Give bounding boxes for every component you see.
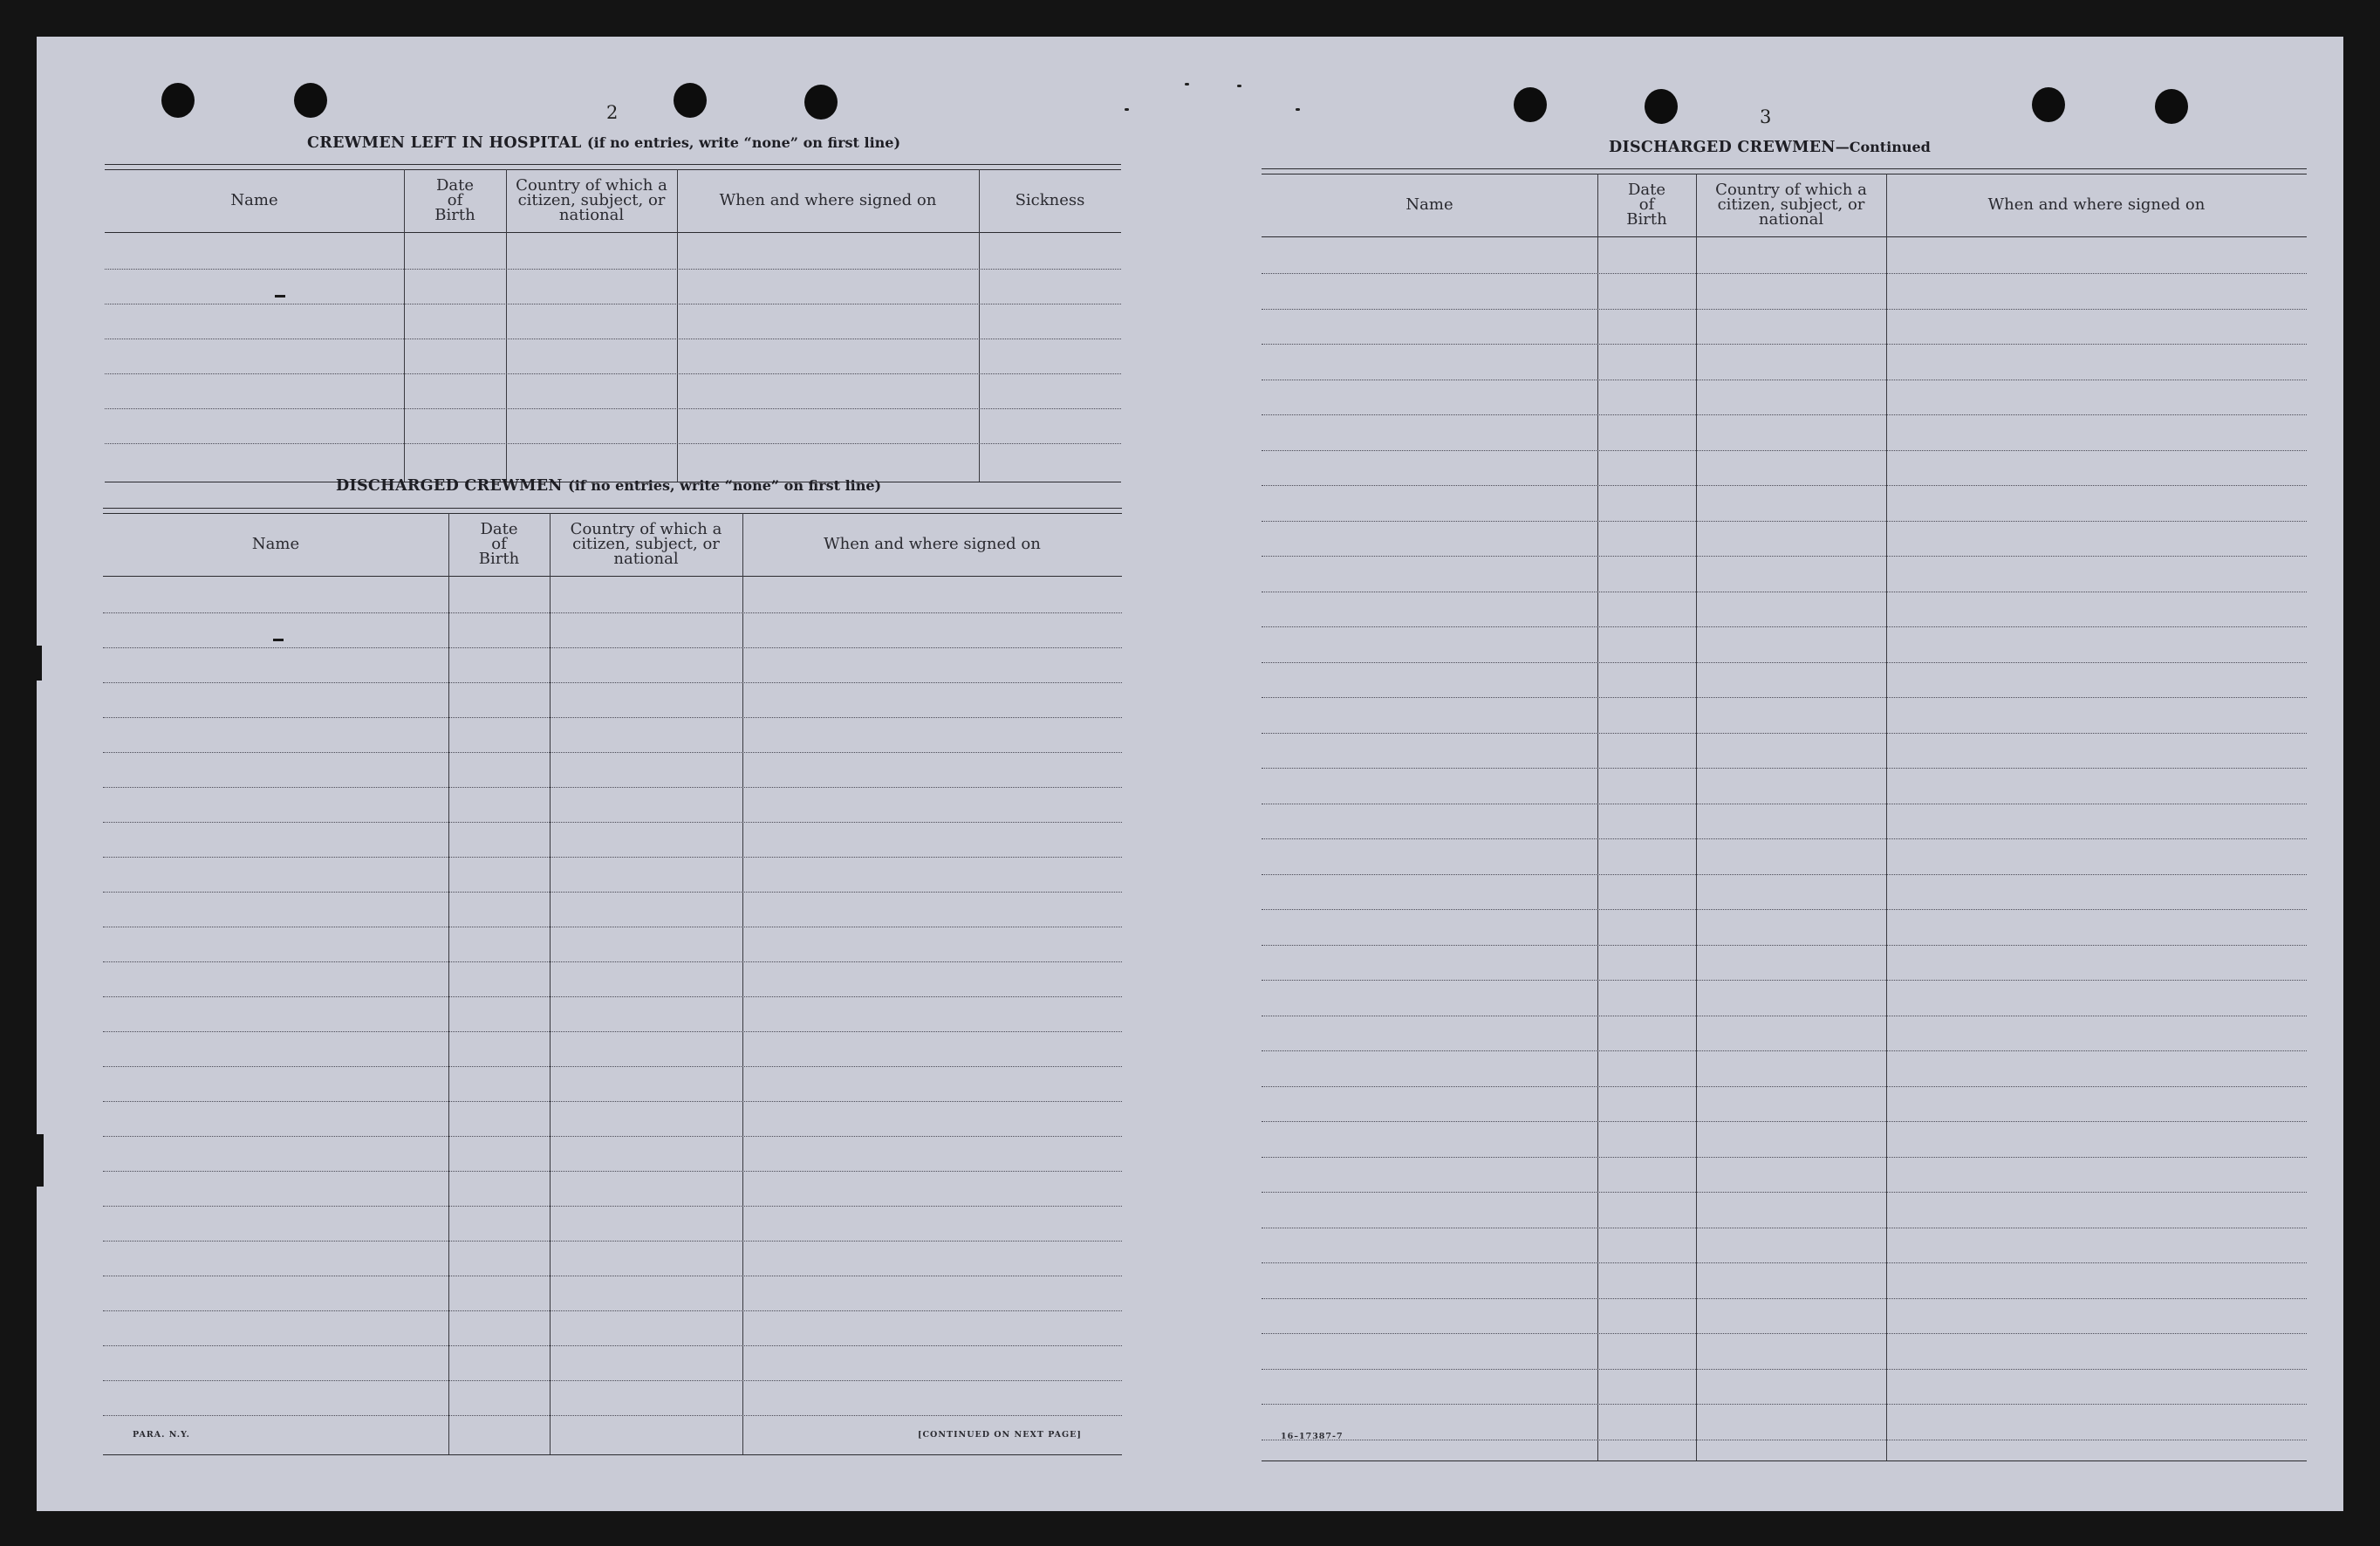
col-header-country: Country of which a citizen, subject, or national [516,175,667,224]
entry-line [1262,945,2307,946]
entry-line [1262,838,2307,839]
punch-hole [294,83,327,118]
entry-line [1262,344,2307,345]
entry-line [103,1206,1122,1207]
col-header-name: Name [1405,195,1453,214]
punch-hole [2155,89,2188,124]
entry-line [103,1345,1122,1346]
punch-hole [1645,89,1678,124]
continued-note: [CONTINUED ON NEXT PAGE] [918,1430,1082,1440]
entry-line [1262,697,2307,698]
entry-line [1262,273,2307,274]
col-header-country: Country of which a citizen, subject, or national [1715,180,1867,229]
punch-hole [674,83,707,118]
discharged-continued-title: DISCHARGED CREWMEN—Continued [1609,139,1931,156]
entry-line [103,996,1122,997]
entry-line [1262,1333,2307,1334]
entry-line [103,1310,1122,1311]
punch-hole [161,83,195,118]
entry-line [1262,521,2307,522]
entry-line [103,1136,1122,1137]
entry-line [103,857,1122,858]
col-header-sickness: Sickness [1015,190,1085,209]
entry-line [1262,1369,2307,1370]
entry-line [103,647,1122,648]
col-header-name: Name [251,534,300,553]
hospital-table [105,164,1121,487]
form-code: 16–17387-7 [1281,1432,1344,1441]
entry-line [103,1380,1122,1381]
entry-line [1262,626,2307,627]
entry-line [103,1241,1122,1242]
entry-line [1262,485,2307,486]
entry-line [1262,1262,2307,1263]
entry-line [103,682,1122,683]
entry-line [103,752,1122,753]
entry-line [103,1101,1122,1102]
entry-line [1262,1157,2307,1158]
page-number-left: 2 [606,102,619,123]
entry-line [1262,556,2307,557]
none-mark [273,639,284,641]
col-header-dob: Date of Birth [478,519,520,568]
discharged-section-title: DISCHARGED CREWMEN (if no entries, write “none” on first line) [336,477,882,495]
entry-line [103,1066,1122,1067]
col-header-signed-on: When and where signed on [824,534,1041,553]
col-header-dob: Date of Birth [1626,180,1667,229]
entry-line [1262,1050,2307,1051]
none-mark [275,295,285,298]
entry-line [103,717,1122,718]
entry-line [103,1415,1122,1416]
entry-line [1262,309,2307,310]
punch-hole [2032,87,2065,122]
col-header-signed-on: When and where signed on [719,190,937,209]
entry-line [103,822,1122,823]
entry-line [103,1171,1122,1172]
entry-line [103,1031,1122,1032]
col-header-dob: Date of Birth [434,175,475,224]
punch-hole [1514,87,1547,122]
entry-line [1262,874,2307,875]
form-sheet [37,37,2343,1511]
entry-line [1262,909,2307,910]
punch-hole [804,85,838,120]
hospital-section-title: CREWMEN LEFT IN HOSPITAL (if no entries, write “none” on first line) [307,134,901,152]
page-number-right: 3 [1760,106,1772,127]
entry-line [1262,768,2307,769]
col-header-country: Country of which a citizen, subject, or national [570,519,722,568]
discharged-table [103,508,1122,1463]
entry-line [1262,733,2307,734]
entry-line [1262,1121,2307,1122]
entry-line [1262,1192,2307,1193]
entry-line [1262,980,2307,981]
entry-line [103,961,1122,962]
entry-line [1262,414,2307,415]
entry-line [1262,1404,2307,1405]
entry-line [103,787,1122,788]
entry-line [103,612,1122,613]
discharged-continued-table [1262,168,2307,1464]
col-header-name: Name [230,190,278,209]
printer-mark: PARA. N.Y. [133,1430,190,1440]
entry-line [103,892,1122,893]
col-header-signed-on: When and where signed on [1987,195,2206,214]
entry-line [1262,662,2307,663]
entry-line [1262,1298,2307,1299]
entry-line [1262,450,2307,451]
entry-line [1262,1086,2307,1087]
